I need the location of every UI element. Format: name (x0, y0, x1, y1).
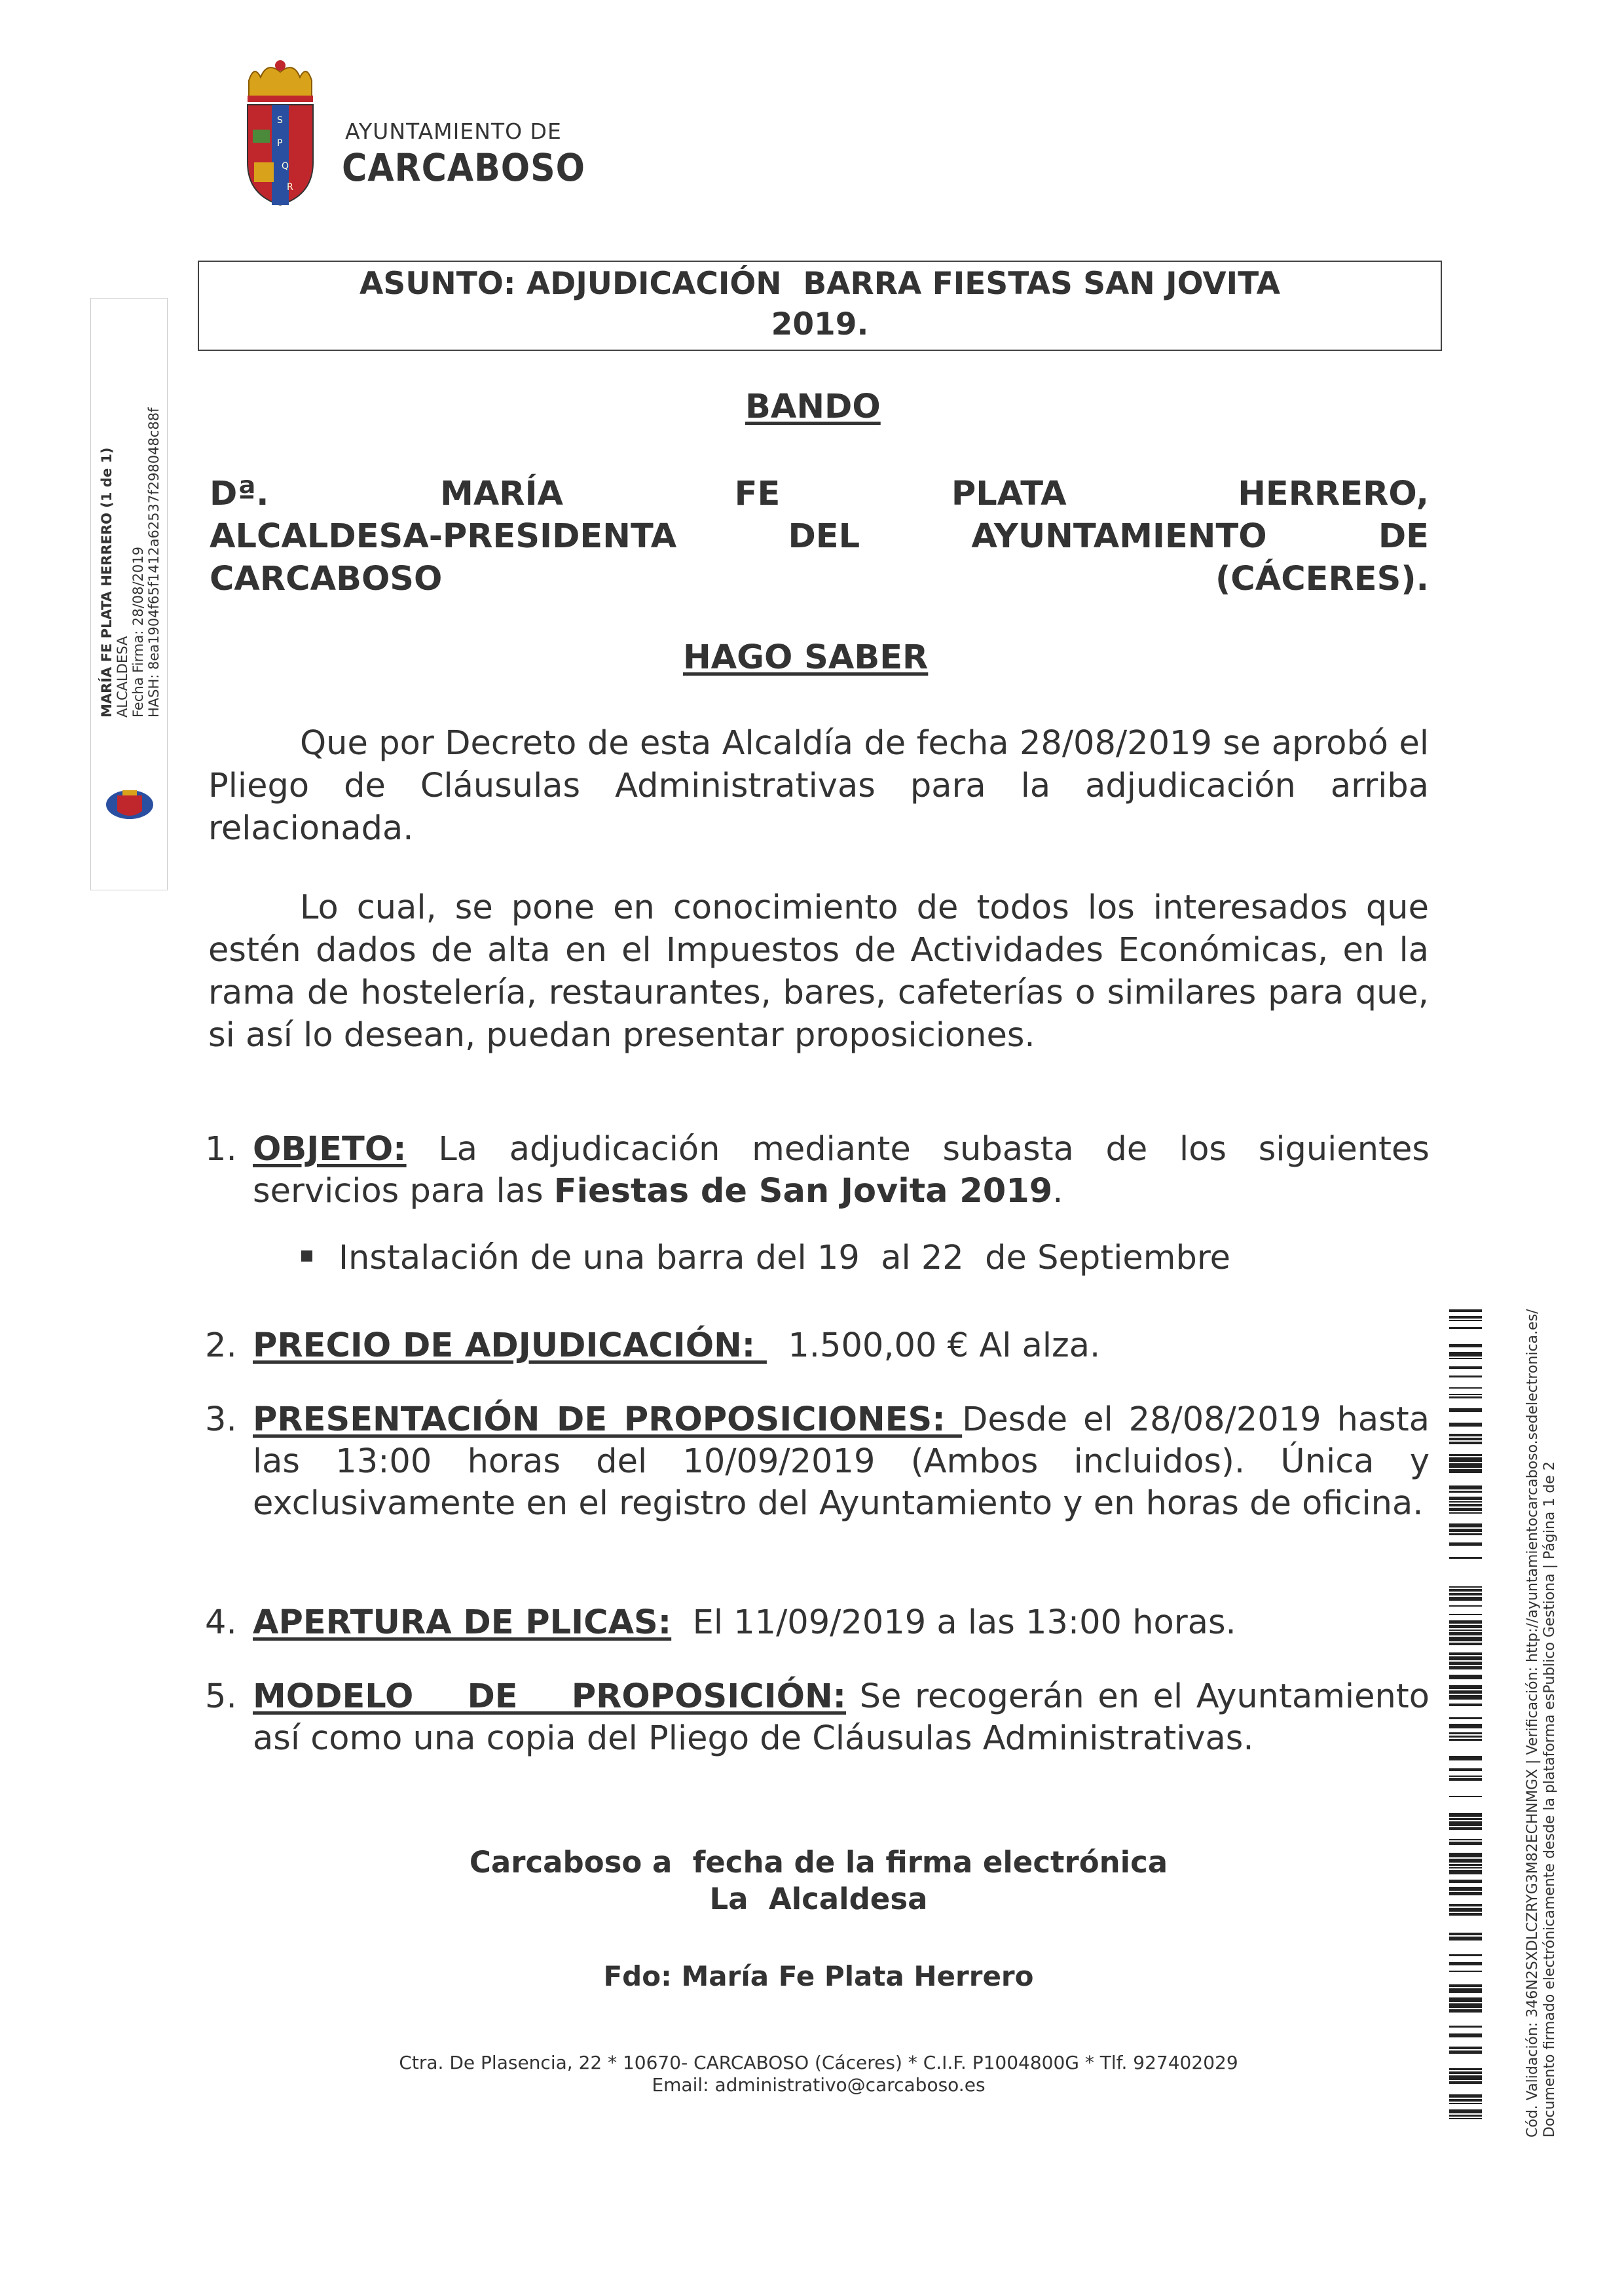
barcode-bar (1449, 1988, 1482, 1993)
signature-stamp (90, 298, 168, 890)
barcode-bar (1449, 1736, 1482, 1738)
barcode-bar (1449, 1717, 1482, 1719)
item-label: PRECIO DE ADJUDICACIÓN: (253, 1326, 767, 1365)
mayor-word: Dª. (210, 475, 269, 513)
barcode-bar (1449, 1358, 1482, 1359)
barcode-bar (1449, 1630, 1482, 1631)
barcode-bar (1449, 2099, 1482, 2102)
list-item-apertura (205, 1602, 1430, 1644)
barcode-bar (1449, 1387, 1482, 1389)
barcode-bar (1449, 1732, 1482, 1734)
subject-line-2: 2019. (771, 306, 869, 342)
barcode-bar (1449, 1827, 1482, 1830)
bullet-item (301, 1239, 1230, 1277)
barcode-bar (1449, 1376, 1482, 1377)
barcode-bar (1449, 1625, 1482, 1628)
barcode-bar (1449, 1637, 1482, 1641)
shield-letter-s: S (277, 115, 283, 126)
barcode-bar (1449, 2068, 1482, 2070)
item-label: OBJETO: (253, 1130, 407, 1169)
coat-of-arms-logo (241, 58, 320, 208)
barcode-bar (1449, 1870, 1482, 1874)
barcode-bar (1449, 1933, 1482, 1935)
stamp-role: ALCALDESA (115, 636, 130, 718)
shield-letter-r: R (287, 182, 293, 192)
item-text: El 11/09/2019 a las 13:00 horas. (671, 1603, 1236, 1642)
signature-name: Fdo: María Fe Plata Herrero (603, 1960, 1034, 1992)
mayor-line-3: CARCABOSO (CÁCERES). (210, 560, 1429, 598)
barcode-bar (1449, 1504, 1482, 1506)
barcode-bar (1449, 1396, 1482, 1398)
seal-icon (104, 786, 155, 820)
barcode-bar (1449, 1614, 1482, 1615)
item-text: Se recogerán en el Ayuntamiento así como una copia del Pliego de Cláusulas Administrativas. (253, 1677, 1430, 1758)
barcode-bar (1449, 1463, 1482, 1468)
barcode-bar (1449, 2075, 1482, 2080)
barcode (1449, 1309, 1482, 2121)
barcode-bar (1449, 1512, 1482, 1514)
barcode-bar (1449, 1739, 1482, 1741)
barcode-bar (1449, 1523, 1482, 1527)
barcode-bar (1449, 1423, 1482, 1427)
barcode-bar (1449, 1344, 1482, 1347)
item-text-end: . (1052, 1172, 1063, 1211)
footer-email: Email: administrativo@carcaboso.es (652, 2074, 986, 2096)
barcode-bar (1449, 2081, 1482, 2084)
signature-role: La Alcaldesa (709, 1882, 928, 1916)
list-item-modelo (205, 1676, 1430, 1760)
barcode-bar (1449, 1605, 1482, 1607)
mayor-word: DEL (788, 517, 860, 556)
barcode-bar (1449, 1867, 1482, 1868)
barcode-bar (1449, 2026, 1482, 2028)
barcode-bar (1449, 2109, 1482, 2113)
barcode-bar (1449, 2047, 1482, 2049)
item-label: MODELO DE PROPOSICIÓN: (253, 1677, 847, 1716)
barcode-bar (1449, 1593, 1482, 1595)
mayor-word: MARÍA (440, 475, 564, 513)
stamp-signer: MARÍA FE PLATA HERRERO (1 de 1) (99, 447, 115, 718)
barcode-bar (1449, 2033, 1482, 2037)
hago-saber-heading: HAGO SABER (683, 638, 929, 677)
barcode-bar (1449, 1597, 1482, 1601)
verification-platform: Documento firmado electrónicamente desde la plataforma esPublico Gestiona | Página 1 de 2 (1541, 1461, 1558, 2138)
barcode-bar (1449, 1586, 1482, 1588)
mayor-word: DE (1378, 517, 1429, 556)
item-body (253, 1602, 1430, 1644)
barcode-bar (1449, 2115, 1482, 2117)
paragraph-decree: Que por Decreto de esta Alcaldía de fecha 28/08/2019 se aprobó el Pliego de Cláusulas Administrativas para la adjudicación arriba relacionada. (208, 724, 1429, 848)
org-name-prefix: AYUNTAMIENTO DE (345, 118, 562, 144)
barcode-bar (1449, 1818, 1482, 1820)
barcode-bar (1449, 1508, 1482, 1511)
barcode-bar (1449, 1690, 1482, 1694)
item-number: 1. (205, 1130, 237, 1169)
barcode-bar (1449, 1501, 1482, 1503)
item-text: 1.500,00 € Al alza. (766, 1326, 1101, 1365)
barcode-bar (1449, 1632, 1482, 1635)
barcode-bar (1449, 1589, 1482, 1592)
mayor-word: AYUNTAMIENTO (971, 517, 1267, 556)
barcode-bar (1449, 1352, 1482, 1357)
signature-place-date: Carcaboso a fecha de la firma electrónica (469, 1845, 1168, 1880)
barcode-bar (1449, 1469, 1482, 1473)
barcode-bar (1449, 1408, 1482, 1412)
item-body (253, 1676, 1430, 1760)
barcode-bar (1449, 1904, 1482, 1906)
barcode-bar (1449, 1839, 1482, 1840)
mayor-word: PLATA (951, 475, 1067, 513)
barcode-bar (1449, 1434, 1482, 1436)
barcode-bar (1449, 1662, 1482, 1665)
barcode-bar (1449, 1620, 1482, 1624)
barcode-bar (1449, 1892, 1482, 1895)
barcode-bar (1449, 1685, 1482, 1689)
mayor-word: FE (734, 475, 781, 513)
mayor-word: ALCALDESA-PRESIDENTA (210, 517, 677, 556)
bullet-square-icon (301, 1250, 312, 1262)
barcode-bar (1449, 1859, 1482, 1863)
verification-code: Cód. Validación: 346N2SXDLCZRYG3M82ECHNMGX | Verificación: http://ayuntamientocarcaboso.sedelectronica.es/ (1524, 1309, 1541, 2138)
barcode-bar (1449, 1320, 1482, 1321)
barcode-bar (1449, 2094, 1482, 2098)
barcode-bar (1449, 1997, 1482, 2002)
item-text: Desde el 28/08/2019 hasta las 13:00 horas del 10/09/2019 (Ambos incluidos). Única y exclusivamente en el registro del Ayuntamiento y en horas de oficina. (253, 1400, 1430, 1523)
item-number: 3. (205, 1400, 237, 1439)
barcode-bar (1449, 1962, 1482, 1965)
barcode-bar (1449, 1778, 1482, 1781)
barcode-bar (1449, 1497, 1482, 1500)
barcode-bar (1449, 1675, 1482, 1679)
org-name: CARCABOSO (342, 145, 585, 190)
shield-letter-p: P (277, 138, 283, 149)
item-label: PRESENTACIÓN DE PROPOSICIONES: (253, 1400, 963, 1439)
item-body (253, 1399, 1430, 1525)
barcode-bar (1449, 1887, 1482, 1891)
barcode-bar (1449, 1853, 1482, 1857)
barcode-bar (1449, 1652, 1482, 1655)
barcode-bar (1449, 1327, 1482, 1329)
footer-address: Ctra. De Plasencia, 22 * 10670- CARCABOSO (Cáceres) * C.I.F. P1004800G * Tlf. 927402029 (399, 2052, 1238, 2073)
item-text: La adjudicación mediante subasta de los siguientes servicios para las (253, 1130, 1430, 1211)
barcode-bar (1449, 1984, 1482, 1987)
barcode-bar (1449, 1454, 1482, 1456)
shield-letter-q: Q (282, 161, 289, 172)
barcode-bar (1449, 1695, 1482, 1700)
bando-heading: BANDO (745, 388, 881, 426)
stamp-text (99, 318, 162, 718)
item-label: APERTURA DE PLICAS: (253, 1603, 672, 1642)
barcode-bar (1449, 1776, 1482, 1777)
barcode-bar (1449, 1529, 1482, 1532)
barcode-bar (1449, 1880, 1482, 1883)
barcode-bar (1449, 1438, 1482, 1440)
subject-line-1: ASUNTO: ADJUDICACIÓN BARRA FIESTAS SAN JOVITA (360, 266, 1280, 302)
list-item-presentacion (205, 1399, 1430, 1525)
paragraph-notice: Lo cual, se pone en conocimiento de todos los interesados que estén dados de alta en el Impuestos de Actividades Económicas, en la rama de hostelería, restaurantes, bares, cafeterías o similares para que, si así lo desean, puedan presentar proposiciones. (208, 888, 1429, 1055)
barcode-bar (1449, 1491, 1482, 1493)
barcode-bar (1449, 1842, 1482, 1845)
barcode-bar (1449, 1821, 1482, 1826)
barcode-bar (1449, 2003, 1482, 2008)
barcode-bar (1449, 1913, 1482, 1916)
subject-box (198, 261, 1442, 351)
barcode-bar (1449, 1457, 1482, 1462)
barcode-bar (1449, 1756, 1482, 1760)
item-bold-text: Fiestas de San Jovita 2019 (553, 1172, 1053, 1211)
list-item-precio (205, 1325, 1430, 1367)
barcode-bar (1449, 1813, 1482, 1817)
list-item-objeto (205, 1129, 1430, 1212)
stamp-hash: HASH: 8ea1904f65f1412a62537f298048c88f (146, 407, 162, 718)
barcode-bar (1449, 1864, 1482, 1866)
verification-text (1524, 1293, 1559, 2138)
bullet-text: Instalación de una barra del 19 al 22 de Septiembre (339, 1239, 1231, 1277)
barcode-bar (1449, 1485, 1482, 1489)
barcode-bar (1449, 2050, 1482, 2054)
barcode-bar (1449, 1656, 1482, 1660)
barcode-bar (1449, 2103, 1482, 2104)
barcode-bar (1449, 1643, 1482, 1645)
barcode-bar (1449, 1954, 1482, 1956)
barcode-bar (1449, 2118, 1482, 2119)
barcode-bar (1449, 1557, 1482, 1559)
barcode-bar (1449, 1442, 1482, 1444)
barcode-bar (1449, 2071, 1482, 2074)
barcode-bar (1449, 1704, 1482, 1706)
barcode-bar (1449, 1309, 1482, 1312)
item-number: 4. (205, 1603, 237, 1642)
mayor-word: HERRERO, (1238, 475, 1429, 513)
barcode-bar (1449, 1937, 1482, 1941)
item-number: 2. (205, 1326, 237, 1365)
barcode-bar (1449, 1366, 1482, 1369)
barcode-bar (1449, 1666, 1482, 1669)
barcode-bar (1449, 1724, 1482, 1728)
barcode-bar (1449, 1908, 1482, 1912)
barcode-bar (1449, 1394, 1482, 1395)
barcode-bar (1449, 1542, 1482, 1546)
barcode-bar (1449, 1796, 1482, 1797)
barcode-bar (1449, 1533, 1482, 1535)
item-number: 5. (205, 1677, 237, 1716)
mayor-line-2 (210, 515, 1429, 558)
stamp-date: Fecha Firma: 28/08/2019 (130, 546, 146, 718)
barcode-bar (1449, 2009, 1482, 2013)
mayor-block (210, 473, 1429, 600)
item-body (253, 1129, 1430, 1212)
mayor-line-1 (210, 473, 1429, 515)
barcode-bar (1449, 1971, 1482, 1972)
item-body (253, 1325, 1430, 1367)
barcode-bar (1449, 1316, 1482, 1319)
barcode-bar (1449, 1768, 1482, 1771)
